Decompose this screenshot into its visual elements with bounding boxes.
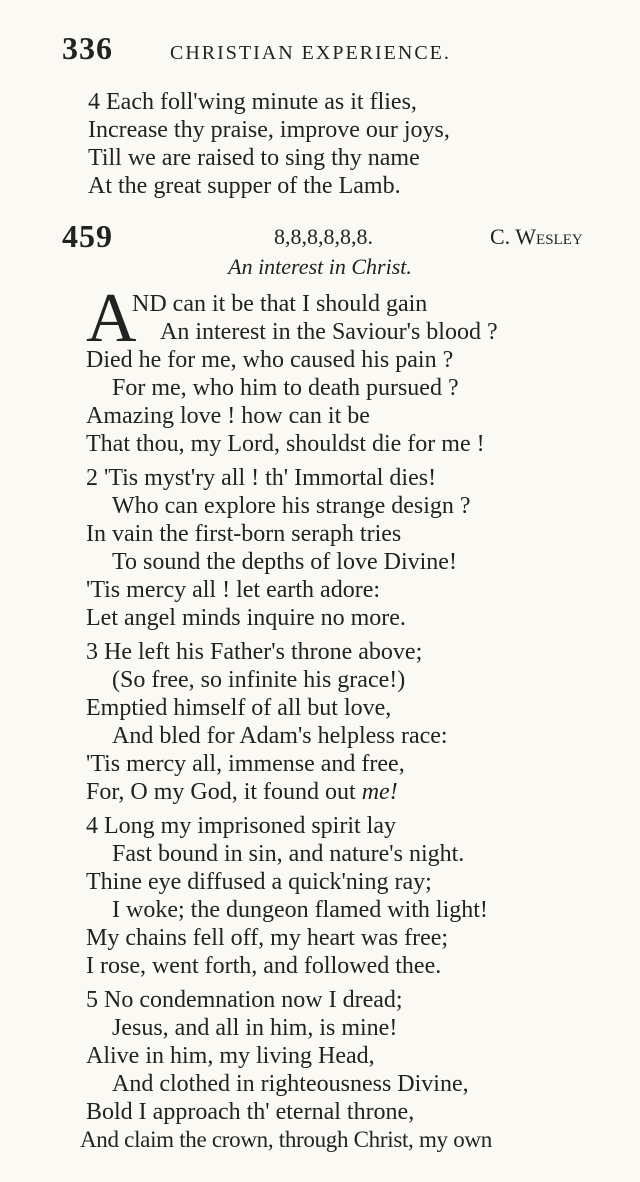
stanza3-line-6-italic: me!	[361, 779, 398, 805]
stanza1-line-4: For me, who him to death pursued ?	[112, 375, 459, 401]
stanza2-line-2: Who can explore his strange design ?	[112, 493, 471, 519]
drop-cap: A	[86, 280, 137, 357]
stanza3-line-1: 3 He left his Father's throne above;	[86, 639, 423, 665]
running-title: CHRISTIAN EXPERIENCE.	[170, 42, 451, 64]
stanza2-line-3: In vain the first-born seraph tries	[86, 521, 402, 547]
stanza5-line-5: Bold I approach th' eternal throne,	[86, 1099, 415, 1125]
stanza1-line-5: Amazing love ! how can it be	[86, 403, 370, 429]
stanza4-line-3: Thine eye diffused a quick'ning ray;	[86, 869, 432, 895]
page-header	[62, 30, 620, 70]
page-number: 336	[62, 30, 113, 66]
stanza2-line-1: 2 'Tis myst'ry all ! th' Immortal dies!	[86, 465, 437, 491]
prev-stanza-line-4: At the great supper of the Lamb.	[88, 173, 401, 199]
stanza3-line-6-text: For, O my God, it found out	[86, 779, 356, 805]
stanza1-line-2: An interest in the Saviour's blood ?	[160, 319, 498, 345]
stanza4-line-5: My chains fell off, my heart was free;	[86, 925, 449, 951]
stanza5-line-2: Jesus, and all in him, is mine!	[112, 1015, 398, 1041]
prev-stanza-line-1: 4 Each foll'wing minute as it flies,	[88, 89, 417, 115]
stanza4-line-6: I rose, went forth, and followed thee.	[86, 953, 442, 979]
stanza5-line-1: 5 No condemnation now I dread;	[86, 987, 403, 1013]
stanza3-line-2: (So free, so infinite his grace!)	[112, 667, 406, 693]
stanza1-line-3: Died he for me, who caused his pain ?	[86, 347, 454, 373]
stanza5-line-6: And claim the crown, through Christ, my own	[80, 1127, 492, 1152]
stanza2-line-5: 'Tis mercy all ! let earth adore:	[86, 577, 381, 603]
stanza3-line-3: Emptied himself of all but love,	[86, 695, 392, 721]
hymn-number: 459	[62, 218, 113, 254]
stanza5-line-3: Alive in him, my living Head,	[86, 1043, 375, 1069]
stanza2-line-4: To sound the depths of love Divine!	[112, 549, 457, 575]
hymn-meter: 8,8,8,8,8,8.	[274, 224, 373, 249]
prev-stanza-line-2: Increase thy praise, improve our joys,	[88, 117, 450, 143]
stanza4-line-4: I woke; the dungeon flamed with light!	[112, 897, 488, 923]
stanza4-line-2: Fast bound in sin, and nature's night.	[112, 841, 465, 867]
hymn-title: An interest in Christ.	[228, 254, 412, 279]
hymn-heading	[62, 218, 620, 254]
stanza3-line-6	[86, 778, 398, 806]
stanza2-line-6: Let angel minds inquire no more.	[86, 605, 406, 631]
stanza4-line-1: 4 Long my imprisoned spirit lay	[86, 813, 396, 839]
stanza3-line-4: And bled for Adam's helpless race:	[112, 723, 448, 749]
stanza3-line-5: 'Tis mercy all, immense and free,	[86, 751, 405, 777]
stanza5-line-4: And clothed in righteousness Divine,	[112, 1071, 469, 1097]
stanza1-line-6: That thou, my Lord, shouldst die for me !	[86, 431, 485, 457]
stanza1-line-1: ND can it be that I should gain	[132, 291, 428, 317]
hymn-author: C. Wesley	[490, 224, 583, 249]
prev-stanza-line-3: Till we are raised to sing thy name	[88, 145, 420, 171]
